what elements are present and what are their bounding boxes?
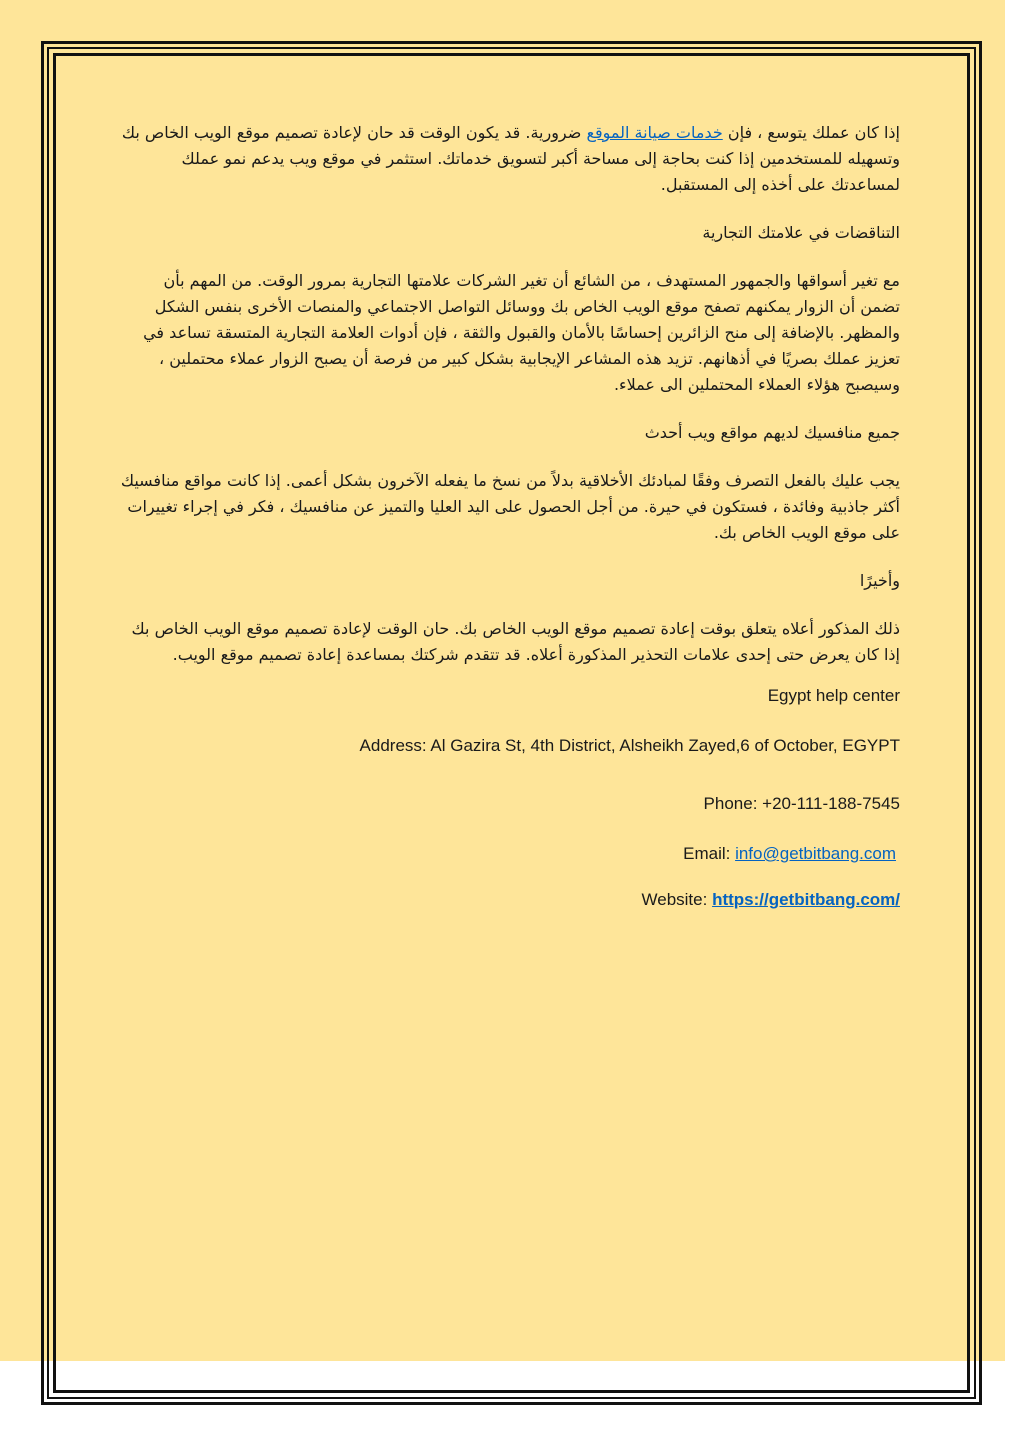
paragraph-brand: مع تغير أسواقها والجمهور المستهدف ، من الشائع أن تغير الشركات علامتها التجارية بمرور الوقت. من المهم بأن تضمن أن الزوار يمكنهم تصفح موقع الويب الخاص بك ووسائل التواصل الاجتماعي والمنصات الأخرى بنفس الشكل والمظهر. بالإضافة إلى منح الزائرين إحساسًا بالأمان والقبول والثقة ، فإن أدوات العلامة التجارية المتسقة تساعد في تعزيز عملك بصريًا في أذهانهم. تزيد هذه المشاعر الإيجابية بشكل كبير من فرصة أن يصبح الزوار عملاء محتملين ، وسيصبح هؤلاء العملاء المحتملين الى عملاء. xyxy=(143,271,900,394)
paragraph-intro-start: إذا كان عملك يتوسع ، فإن xyxy=(722,123,900,142)
document-body xyxy=(120,120,900,912)
site-maintenance-link[interactable]: خدمات صيانة الموقع xyxy=(586,123,723,142)
website-label: Website: xyxy=(641,890,713,909)
company-name: Egypt help center xyxy=(767,686,900,705)
paragraph-competitors: يجب عليك بالفعل التصرف وفقًا لمبادئك الأخلاقية بدلاً من نسخ ما يفعله الآخرون بشكل أعمى. إذا كانت مواقع منافسيك أكثر جاذبية وفائدة ، فستكون في حيرة. من أجل الحصول على اليد العليا والتميز عن منافسيك ، فكر في إجراء تغييرات على موقع الويب الخاص بك. xyxy=(120,471,900,542)
heading-competitors: جميع منافسيك لديهم مواقع ويب أحدث xyxy=(644,423,900,442)
contact-phone: Phone: +20-111-188-7545 xyxy=(703,794,900,813)
email-label: Email: xyxy=(683,844,736,863)
paragraph-intro xyxy=(120,120,900,198)
email-link[interactable]: info@getbitbang.com xyxy=(735,844,896,863)
paragraph-conclusion: ذلك المذكور أعلاه يتعلق بوقت إعادة تصميم موقع الويب الخاص بك. حان الوقت لإعادة تصميم موقع الويب الخاص بك إذا كان يعرض حتى إحدى علامات التحذير المذكورة أعلاه. قد تتقدم شركتك بمساعدة إعادة تصميم موقع الويب. xyxy=(131,619,900,664)
paragraph-intro-end: ضرورية. قد يكون الوقت قد حان لإعادة تصميم موقع الويب الخاص بك وتسهيله للمستخدمين إذا كنت بحاجة إلى مساحة أكبر لتسويق خدماتك. استثمر في موقع ويب يدعم نمو عملك لمساعدتك على أخذه إلى المستقبل. xyxy=(121,123,900,194)
heading-brand-inconsistency: التناقضات في علامتك التجارية xyxy=(702,223,900,242)
heading-finally: وأخيرًا xyxy=(859,571,900,590)
contact-website-line xyxy=(120,888,900,912)
website-link[interactable]: https://getbitbang.com/ xyxy=(712,890,900,909)
contact-email-line xyxy=(120,842,900,866)
contact-address: Address: Al Gazira St, 4th District, Alsheikh Zayed,6 of October, EGYPT xyxy=(359,736,900,755)
